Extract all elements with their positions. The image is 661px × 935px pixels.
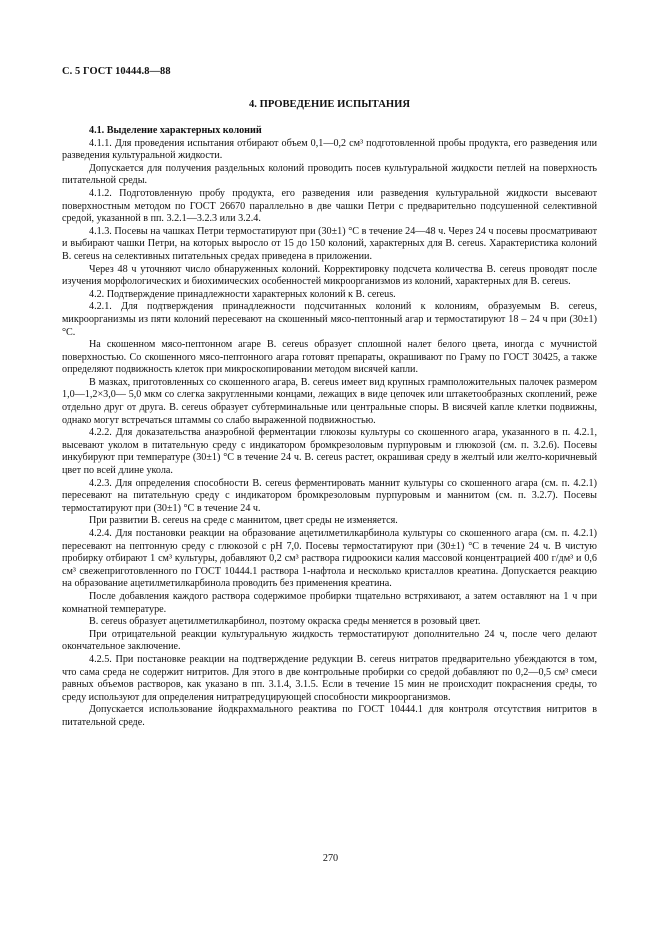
document-page bbox=[62, 66, 597, 730]
paragraph: B. cereus образует ацетилметилкарбинол, поэтому окраска среды меняется в розовый цвет. bbox=[89, 616, 481, 628]
paragraph: При отрицательной реакции культуральную жидкость термостатируют дополнительно 24 ч, после чего делают окончательное заключение. bbox=[62, 628, 597, 653]
paragraph-4-1-3: 4.1.3. Посевы на чашках Петри термостатируют при (30±1) °С в течение 24—48 ч. Через 24 ч посевы просматривают и выбирают чашки Петри, на которых выросло от 15 до 150 колоний, характерных для B. cereus. Характеристика колоний B. cereus на селективных питательных средах приведена в приложении. bbox=[62, 225, 597, 262]
running-header: С. 5 ГОСТ 10444.8—88 bbox=[62, 66, 171, 77]
subsection-title: 4.1. Выделение характерных колоний bbox=[89, 125, 262, 136]
paragraph: Допускается для получения раздельных колоний проводить посев культуральной жидкости петлей на поверхность питательной среды. bbox=[62, 162, 597, 187]
paragraph-4-2-5: 4.2.5. При постановке реакции на подтверждение редукции B. cereus нитратов предварительно убеждаются в том, что сама среда не содержит нитритов. Для этого в две контрольные пробирки со средой добавляют по 0,2—0,5 см³ смеси равных объемов растворов, как указано в пп. 3.1.4, 3.1.5. Если в течение 15 мин не происходит покраснения среды, то среду используют для определения нитратредуцирующей способности микроорганизмов. bbox=[62, 653, 597, 703]
paragraph-4-2-3: 4.2.3. Для определения способности B. cereus ферментировать маннит культуры со скошенного агара (см. п. 4.2.1) пересевают на питательную среду с индикатором бромкрезоловым пурпуровым и маннитом (см. п. 3.2.7). Посевы термостатируют при (30±1) °С в течение 24 ч. bbox=[62, 477, 597, 514]
paragraph: Через 48 ч уточняют число обнаруженных колоний. Корректировку подсчета количества B. cereus проводят после изучения морфологических и биохимических особенностей микроорганизмов из колоний, характерных для B. cereus. bbox=[62, 263, 597, 288]
paragraph-4-2-1: 4.2.1. Для подтверждения принадлежности подсчитанных колоний к колониям, образуемым B. cereus, микроорганизмы из пяти колоний пересевают на скошенный мясо-пептонный агар и термостатируют 18 – 24 ч при (30±1) °С. bbox=[62, 301, 597, 338]
paragraph-4-2-2: 4.2.2. Для доказательства анаэробной ферментации глюкозы культуры со скошенного агара, указанного в п. 4.2.1, высевают уколом в питательную среду с индикатором бромкрезоловым пурпуровым и глюкозой (см. п. 3.2.6). Посевы инкубируют при температуре (30±1) °С в течение 24 ч. B. cereus растет, окрашивая среду в желтый или желто-коричневый цвет по всей длине укола. bbox=[62, 427, 597, 477]
paragraph: После добавления каждого раствора содержимое пробирки тщательно встряхивают, а затем оставляют на 1 ч при комнатной температуре. bbox=[62, 590, 597, 615]
paragraph: При развитии B. cereus на среде с маннитом, цвет среды не изменяется. bbox=[89, 515, 398, 527]
paragraph: В мазках, приготовленных со скошенного агара, B. cereus имеет вид крупных грамположительных палочек размером 1,0—1,2×3,0— 5,0 мкм со слегка закругленными концами, лежащих в виде цепочек или штакетообразных скоплений, реже отдельно друг от друга. B. cereus образует субтерминальные или центральные споры. В висячей капле клетки подвижны, однако могут встречаться штаммы со слабо выраженной подвижностью. bbox=[62, 376, 597, 426]
page-number: 270 bbox=[322, 853, 339, 864]
paragraph-4-2: 4.2. Подтверждение принадлежности характерных колоний к B. cereus. bbox=[89, 288, 396, 300]
paragraph: На скошенном мясо-пептонном агаре B. cereus образует сплошной налет белого цвета, иногда с мучнистой поверхностью. Со скошенного мясо-пептонного агара готовят препараты, окрашивают по Граму по ГОСТ 30425, а также определяют подвижность клеток при микроскопировании методом висячей капли. bbox=[62, 339, 597, 376]
paragraph-4-1-1: 4.1.1. Для проведения испытания отбирают объем 0,1—0,2 см³ подготовленной пробы продукта, его разведения или разведения культуральной жидкости. bbox=[62, 137, 597, 162]
paragraph-4-1-2: 4.1.2. Подготовленную пробу продукта, его разведения или разведения культуральной жидкости высевают поверхностным методом по ГОСТ 26670 параллельно в две чашки Петри с предварительно подсушенной селективной средой, указанной в пп. 3.2.1—3.2.3 или 3.2.4. bbox=[62, 187, 597, 225]
paragraph: Допускается использование йодкрахмального реактива по ГОСТ 10444.1 для контроля отсутствия нитритов в питательной среде. bbox=[62, 704, 597, 728]
section-title: 4. ПРОВЕДЕНИЕ ИСПЫТАНИЯ bbox=[248, 99, 411, 110]
paragraph-4-2-4: 4.2.4. Для постановки реакции на образование ацетилметилкарбинола культуры со скошенного агара (см. п. 4.2.1) пересевают на пептонную среду с глюкозой с pH 7,0. Посевы термостатируют при (30±1) °С в течение 24 ч. В чистую пробирку отбирают 1 см³ культуры, добавляют 0,2 см³ раствора гидроокиси калия массовой концентрацией 400 г/дм³ и 0,6 см³ свежеприготовленного по ГОСТ 10444.1 раствора 1-нафтола и несколько кристаллов креатина. Допускается реакцию на образование ацетилметилкарбинола проводить без применения креатина. bbox=[62, 528, 597, 590]
